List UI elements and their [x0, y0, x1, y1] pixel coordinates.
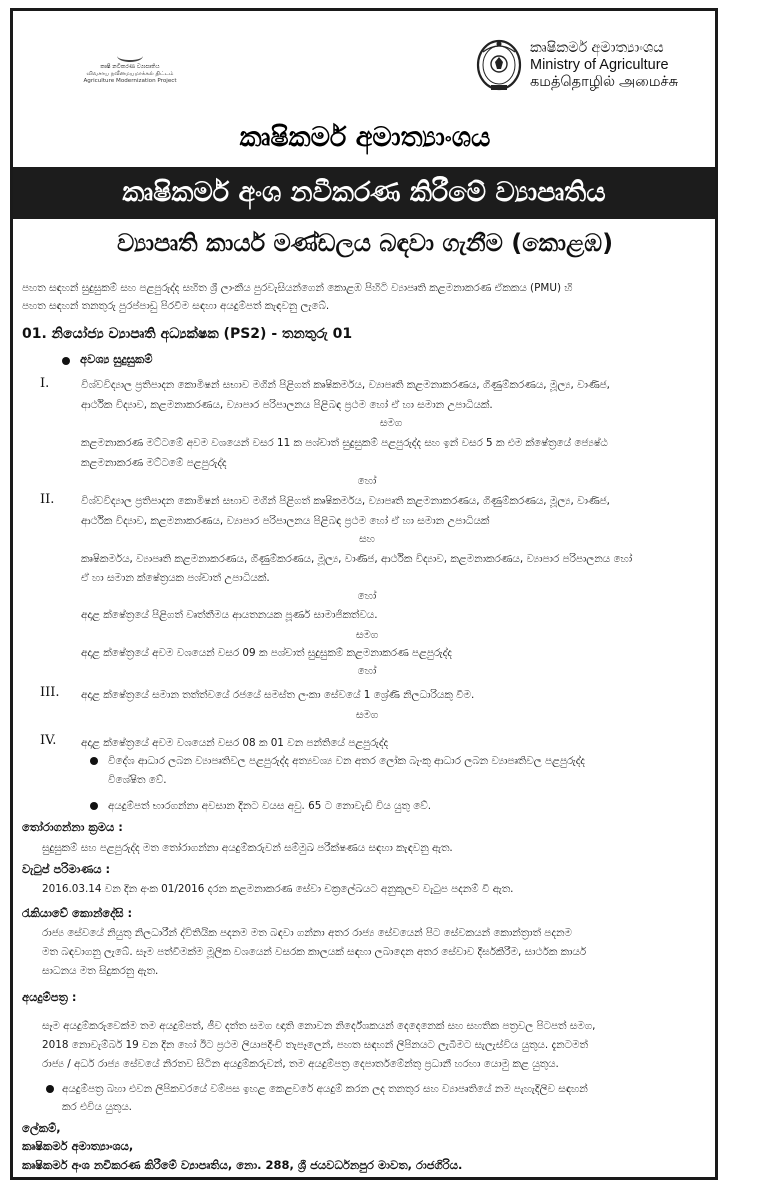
conditions-heading: රැකියාවේ කොන්දේසි :	[22, 906, 133, 920]
applications-bullet-line-1: අයදුම්පත්‍ර බහා එවන ලිපිකවරයේ වම්පස ඉහළ කෙළවරේ අයදුම් කරන ලද තනතුර සහ ව්‍යාපෘතියේ නම පැහැදිලිව සඳහන්	[62, 1083, 588, 1095]
conditions-line-1: රාජ්‍ය සේවයේ නියුතු නිලධාරීන් ද්විතියික පදනම මත බඳවා ගන්නා අතර රාජ්‍ය සේවයෙන් පිට සේවකයන් කොන්ත්‍රාත් පදනම	[42, 927, 572, 939]
intro-line-2: පහත සඳහන් තනතුරු පුරප්පාඩු පිරවීම සඳහා අයදුම්පත් කැඳවනු ලැබේ.	[22, 300, 330, 312]
applications-line-2: 2018 නොවැම්බර් 19 වන දින හෝ ඊට ප්‍රථම ලියාපදිංචි තැපෑලෙන්, පහත සඳහන් ලිපිනයට ලැබීමට සැලැස්විය යුතුය. දැනටමත්	[42, 1039, 588, 1051]
item-number-I: I.	[40, 376, 50, 391]
item-II-samaga: සමග	[355, 629, 379, 641]
item-I-line-2: ආර්ථික විද්‍යාව, කළමනාකරණය, ව්‍යාපාර පරිපාලනය පිළිබඳ ප්‍රථම හෝ ඒ හා සමාන උපාධියක්.	[81, 399, 493, 411]
item-II-line-2: ආර්ථික විද්‍යාව, කළමනාකරණය, ව්‍යාපාර පරිපාලනය පිළිබඳ ප්‍රථම හෝ ඒ හා සමාන උපාධියක්	[81, 515, 490, 527]
bullet-icon	[62, 357, 70, 365]
ministry-name-english: Ministry of Agriculture	[530, 57, 669, 73]
item-II-or: හෝ	[357, 590, 377, 602]
applications-line-1: සෑම අයදුම්කරුවෙක්ම තම අයදුම්පත්, ජීව දත්ත සමග ඥාති නොවන නිර්දේශකයන් දෙදෙනෙක් සහ සහතික පත්‍රවල පිටපත් සමග,	[42, 1020, 596, 1032]
bullet-foreign-aid-line-2: විශේෂිත වේ.	[108, 774, 167, 786]
item-II-saha: සහ	[359, 533, 375, 545]
sri-lanka-emblem-icon	[475, 38, 523, 94]
ministry-title: කෘෂිකර්ම අමාත්‍යාංශය	[239, 122, 491, 153]
item-III-line-1: අදාළ ක්ෂේත්‍රයේ සමාන තත්ත්වයේ රජයේ සමස්ත ලංකා සේවයේ 1 ශ්‍රේණි නිලධාරියකු වීම.	[81, 689, 475, 701]
project-title: කෘෂිකර්ම අංශ නවීකරණ කිරීමේ ව්‍යාපෘතිය	[122, 177, 606, 208]
bullet-age-limit: අයදුම්පත් භාරගන්නා අවසාන දිනට වයස අවු. 65 ට නොවැඩි විය යුතු වේ.	[108, 800, 432, 812]
item-II-line-6: අදාළ ක්ෂේත්‍රයේ අවම වශයෙන් වසර 09 ක පශ්චාත් සුදුසුකම් කළමනාකරණ පළපුරුද්ද	[81, 647, 452, 659]
position-title: 01. නියෝජ්‍ය ව්‍යාපෘති අධ්‍යක්ෂක (PS2) - තනතුරු 01	[22, 326, 353, 342]
or-separator: හෝ	[357, 475, 377, 487]
item-II-line-4: ඒ හා සමාන ක්ෂේත්‍රයක පශ්චාත් උපාධියක්.	[81, 572, 270, 584]
project-logo	[76, 50, 184, 85]
signature-address: කෘෂිකර්ම අංශ නවීකරණ කිරීමේ ව්‍යාපෘතිය, නො. 288, ශ්‍රී ජයවර්ධනපුර මාවත, රාජගිරිය.	[22, 1158, 463, 1172]
item-I-line-3: කළමනාකරණ මට්ටමේ අවම වශයෙන් වසර 11 ක පශ්චාත් සුදුසුකම් පළපුරුද්ද සහ ඉන් වසර 5 ක එම ක්ෂේත්‍රයේ ජ්‍යෙෂ්ඨ	[81, 437, 608, 449]
item-I-line-1: විශ්වවිද්‍යාල ප්‍රතිපාදන කොමිෂන් සභාව මගින් පිළිගත් කෘෂිකර්මය, ව්‍යාපෘති කළමනාකරණය, ගිණුම්කරණය, මූල්‍ය, වාණිජ,	[81, 379, 610, 391]
salary-heading: වැටුප් පරිමාණය :	[22, 862, 111, 876]
signature-secretary: ලේකම්,	[22, 1121, 61, 1135]
bullet-icon	[46, 1085, 54, 1093]
ministry-name-sinhala: කෘෂිකර්ම අමාත්‍යාංශය	[530, 40, 664, 56]
item-IV-line-1: අදාළ ක්ෂේත්‍රයේ අවම වශයෙන් වසර 08 ක 01 වන පන්තියේ පළපුරුද්ද	[81, 737, 389, 749]
item-number-IV: IV.	[40, 733, 57, 748]
project-logo-tamil: விவசாய நவீனமயமாக்கல் திட்டம்	[86, 71, 174, 77]
selection-heading: තෝරාගන්නා ක්‍රමය :	[22, 820, 123, 834]
item-II-or-2: හෝ	[357, 665, 377, 677]
item-II-line-1: විශ්වවිද්‍යාල ප්‍රතිපාදන කොමිෂන් සභාව මගින් පිළිගත් කෘෂිකර්මය, ව්‍යාපෘති කළමනාකරණය, ගිණුම්කරණය, මූල්‍ය, වාණිජ,	[81, 495, 610, 507]
bullet-icon	[90, 757, 98, 765]
conditions-line-2: මත බඳවාගනු ලැබේ. සෑම පත්වීමක්ම මූලික වශයෙන් වසරක කාලයක් සඳහා ලබාදෙන අතර සේවාව දීර්ඝකිරීම, සාර්ථක කාර්ය	[42, 946, 587, 958]
item-II-line-3: කෘෂිකර්මය, ව්‍යාපෘති කළමනාකරණය, ගිණුම්කරණය, මූල්‍ය, වාණිජ, ආර්ථික විද්‍යාව, කළමනාකරණය, ව්‍යාපාර පරිපාලනය හෝ	[81, 553, 633, 565]
vacancy-title: ව්‍යාපෘති කාර්ය මණ්ඩලය බඳවා ගැනීම (කොළඹ)	[116, 229, 614, 257]
item-I-line-4: කළමනාකරණ මට්ටමේ පළපුරුද්ද	[81, 457, 227, 469]
requirements-label: අවශ්‍ය සුදුසුකම්	[80, 352, 153, 366]
bullet-foreign-aid-line-1: විදේශ ආධාර ලබන ව්‍යාපෘතිවල පළපුරුද්ද අත්‍යවශ්‍ය වන අතර ලෝක බැංකු ආධාර ලබන ව්‍යාපෘතිවල පළපුරුද්ද	[108, 755, 585, 767]
project-logo-english: Agriculture Modernization Project	[83, 78, 177, 84]
ministry-name-block	[530, 40, 678, 91]
project-title-bar	[13, 167, 715, 219]
intro-line-1: පහත සඳහන් සුදුසුකම් සහ පළපුරුද්ද සහිත ශ්‍රී ලාංකීය පුරවැසියන්ගෙන් කොළඹ පිහිටි ව්‍යාපෘති කළමනාකරණ ඒකකය (PMU) හි	[22, 282, 573, 294]
item-I-samaga: සමග	[379, 417, 403, 429]
applications-line-3: රාජ්‍ය / අර්ධ රාජ්‍ය සේවයේ නිරතව සිටින අයදුම්කරුවන්, තම අයදුම්පත්‍ර දෙපාර්තමේන්තු ප්‍රධානී හරහා යොමු කළ යුතුය.	[42, 1058, 559, 1070]
item-III-samaga: සමග	[355, 709, 379, 721]
bullet-icon	[90, 802, 98, 810]
applications-bullet-line-2: කර එවිය යුතුය.	[62, 1101, 132, 1113]
selection-text: සුදුසුකම් සහ පළපුරුද්ද මත තෝරාගන්නා අයදුම්කරුවන් සම්මුඛ පරීක්ෂණය සඳහා කැඳවනු ඇත.	[42, 842, 453, 854]
item-number-II: II.	[40, 492, 55, 507]
project-logo-sinhala: කෘෂි නවීකරණ ව්‍යාපෘතිය	[100, 64, 160, 70]
conditions-line-3: සාධනය මත සිදුකරනු ඇත.	[42, 965, 159, 977]
project-logo-icon	[117, 50, 143, 62]
item-number-III: III.	[40, 685, 60, 700]
salary-text: 2016.03.14 වන දින අංක 01/2016 දරන කළමනාකරණ සේවා චක්‍රලේඛයට අනුකූලව වැටුප පදනම් වී ඇත.	[42, 883, 514, 895]
signature-ministry: කෘෂිකර්ම අමාත්‍යාංශය,	[22, 1139, 134, 1153]
ministry-name-tamil: கமத்தொழில் அமைச்சு	[530, 74, 679, 90]
item-II-line-5: අදාළ ක්ෂේත්‍රයේ පිළිගත් වෘත්තීමය ආයතනයක පූර්ණ සාමාජිකත්වය.	[81, 609, 378, 621]
applications-heading: අයදුම්පත්‍ර :	[22, 990, 77, 1004]
